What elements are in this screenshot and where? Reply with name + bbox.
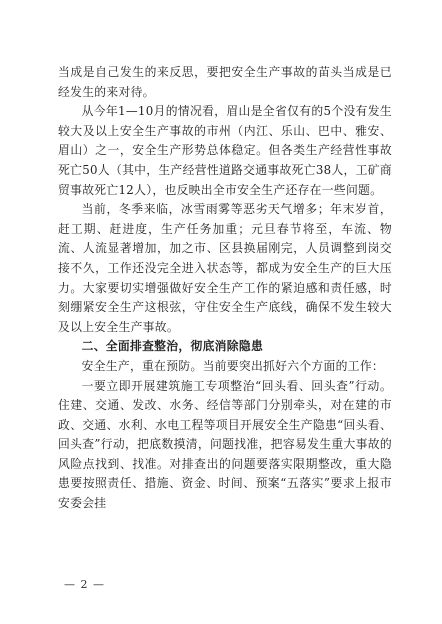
paragraph-task-one: 一要立即开展建筑施工专项整治“回头看、回头查”行动。住建、交通、发改、水务、经信等部门分别牵头，对在建的市政、交通、水利、水电工程等项目开展安全生产隐患“回头看、回头查”行动，把底数摸清，问题找准，把容易发生重大事故的风险点找到、找准。对排查出的问题要落实限期整改，重大隐患要按照责任、措施、资金、时间、预案“五落实”要求上报市安委会挂: [58, 378, 392, 511]
document-body: [58, 63, 392, 514]
page-number: — 2 —: [64, 578, 105, 591]
section-heading-2: 二、全面排查整治，彻底消除隐患: [81, 339, 264, 354]
paragraph-situation: 从今年1—10月的情况看，眉山是全省仅有的5个没有发生较大及以上安全生产事故的市州（内江、乐山、巴中、雅安、眉山）之一，安全生产形势总体稳定。但各类生产经营性事故死亡50人（其中，生产经营性道路交通事故死亡38人，工矿商贸事故死亡12人），也反映出全市安全生产还存在一些问题。: [58, 104, 392, 197]
paragraph-continuation: 当成是自己发生的来反思，要把安全生产事故的苗头当成是已经发生的来对待。: [58, 65, 392, 99]
paragraph-current-pressure: 当前，冬季来临，冰雪雨雾等恶劣天气增多；年末岁首，赶工期、赶进度，生产任务加重；元旦春节将至，车流、物流、人流显著增加，加之市、区县换届刚完，人员调整到岗交接不久，工作还没完全进入状态等，都成为安全生产的巨大压力。大家要切实增强做好安全生产工作的紧迫感和责任感，时刻绷紧安全生产这根弦，守住安全生产底线，确保不发生较大及以上安全生产事故。: [58, 202, 392, 334]
paragraph-prevention: 安全生产，重在预防。当前要突出抓好六个方面的工作：: [81, 358, 385, 373]
